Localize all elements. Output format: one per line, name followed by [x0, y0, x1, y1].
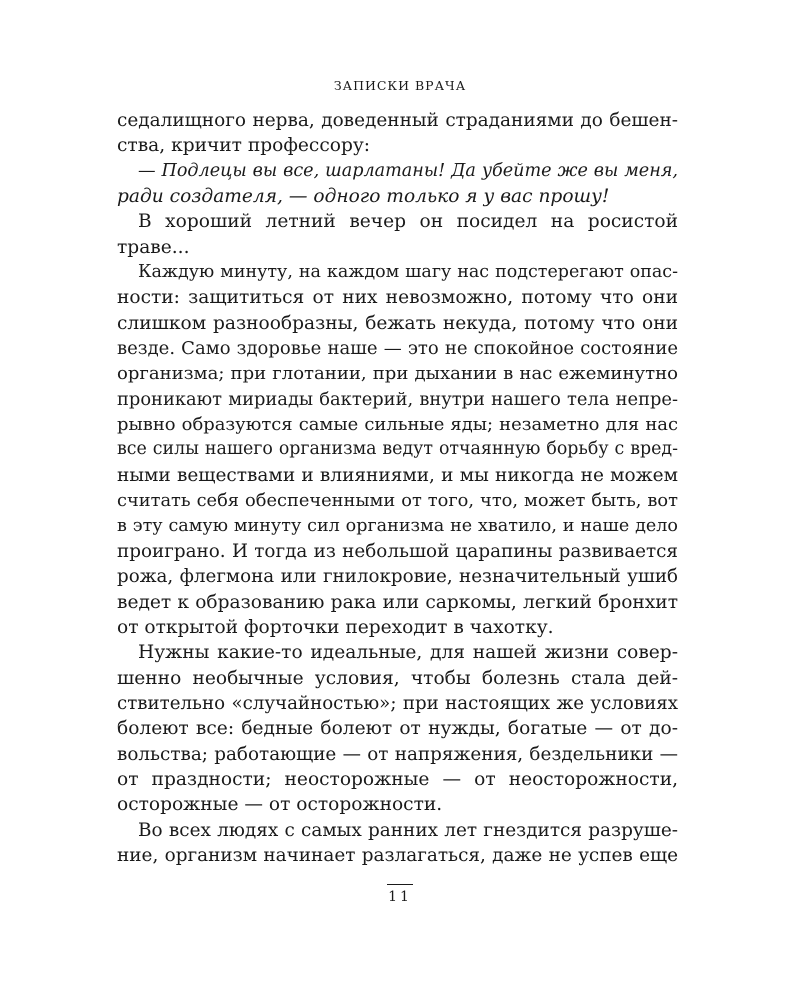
text-line: ствительно «случайностью»; при настоящих же условиях [117, 692, 678, 714]
text-line: от открытой форточки переходит в чахотку. [117, 616, 554, 638]
text-line: Во всех людях с самых ранних лет гнездится разруше- [138, 819, 678, 841]
footer-rule [387, 884, 413, 885]
text-line: считать себя обеспеченными от того, что, может быть, вот [117, 490, 678, 512]
page-footer [0, 884, 800, 905]
running-header: ЗАПИСКИ ВРАЧА [333, 78, 467, 93]
text-line: ние, организм начинает разлагаться, даже не успев еще [117, 844, 678, 866]
text-line: осторожные — от осторожности. [117, 794, 443, 816]
text-line: ведет к образованию рака или саркомы, легкий бронхит [117, 591, 678, 613]
text-line: ради создателя, — одного только я у вас прошу! [117, 186, 610, 208]
text-line: рожа, флегмона или гнилокровие, незначительный ушиб [117, 566, 678, 588]
text-line: слишком разнообразны, бежать некуда, потому что они [117, 312, 678, 334]
body-text [117, 108, 678, 868]
text-line: проникают мириады бактерий, внутри нашего тела непре- [117, 388, 678, 410]
text-line: Нужны какие-то идеальные, для нашей жизни совер- [138, 642, 678, 664]
text-line: все силы нашего организма ведут отчаянную борьбу с вред- [117, 439, 678, 460]
text-line: от праздности; неосторожные — от неосторожности, [117, 768, 678, 790]
text-line: болеют все: бедные болеют от нужды, богатые — от до- [117, 718, 678, 740]
text-line: ными веществами и влияниями, и мы никогда не можем [117, 464, 678, 486]
text-line: вольства; работающие — от напряжения, бездельники — [117, 743, 678, 765]
text-line: ства, кричит профессору: [117, 135, 371, 157]
text-line: в эту самую минуту сил организма не хватило, и наше дело [117, 515, 678, 536]
text-line: шенно необычные условия, чтобы болезнь стала дей- [117, 667, 678, 689]
text-line: Каждую минуту, на каждом шагу нас подстерегают опас- [138, 262, 678, 283]
text-line: проиграно. И тогда из небольшой царапины развивается [117, 540, 678, 562]
text-line: ности: защититься от них невозможно, потому что они [117, 287, 678, 309]
text-line: организма; при глотании, при дыхании в нас ежеминутно [117, 363, 678, 385]
text-line: седалищного нерва, доведенный страданиями до бешен- [117, 110, 678, 131]
text-line: — Подлецы вы все, шарлатаны! Да убейте же вы меня, [138, 160, 678, 181]
text-line: рывно образуются самые сильные яды; незаметно для нас [117, 414, 678, 436]
text-line: везде. Само здоровье наше — это не спокойное состояние [117, 338, 678, 360]
text-line: В хороший летний вечер он посидел на росистой [138, 211, 678, 233]
page-number: 11 [388, 889, 412, 905]
text-line: траве... [117, 236, 190, 258]
